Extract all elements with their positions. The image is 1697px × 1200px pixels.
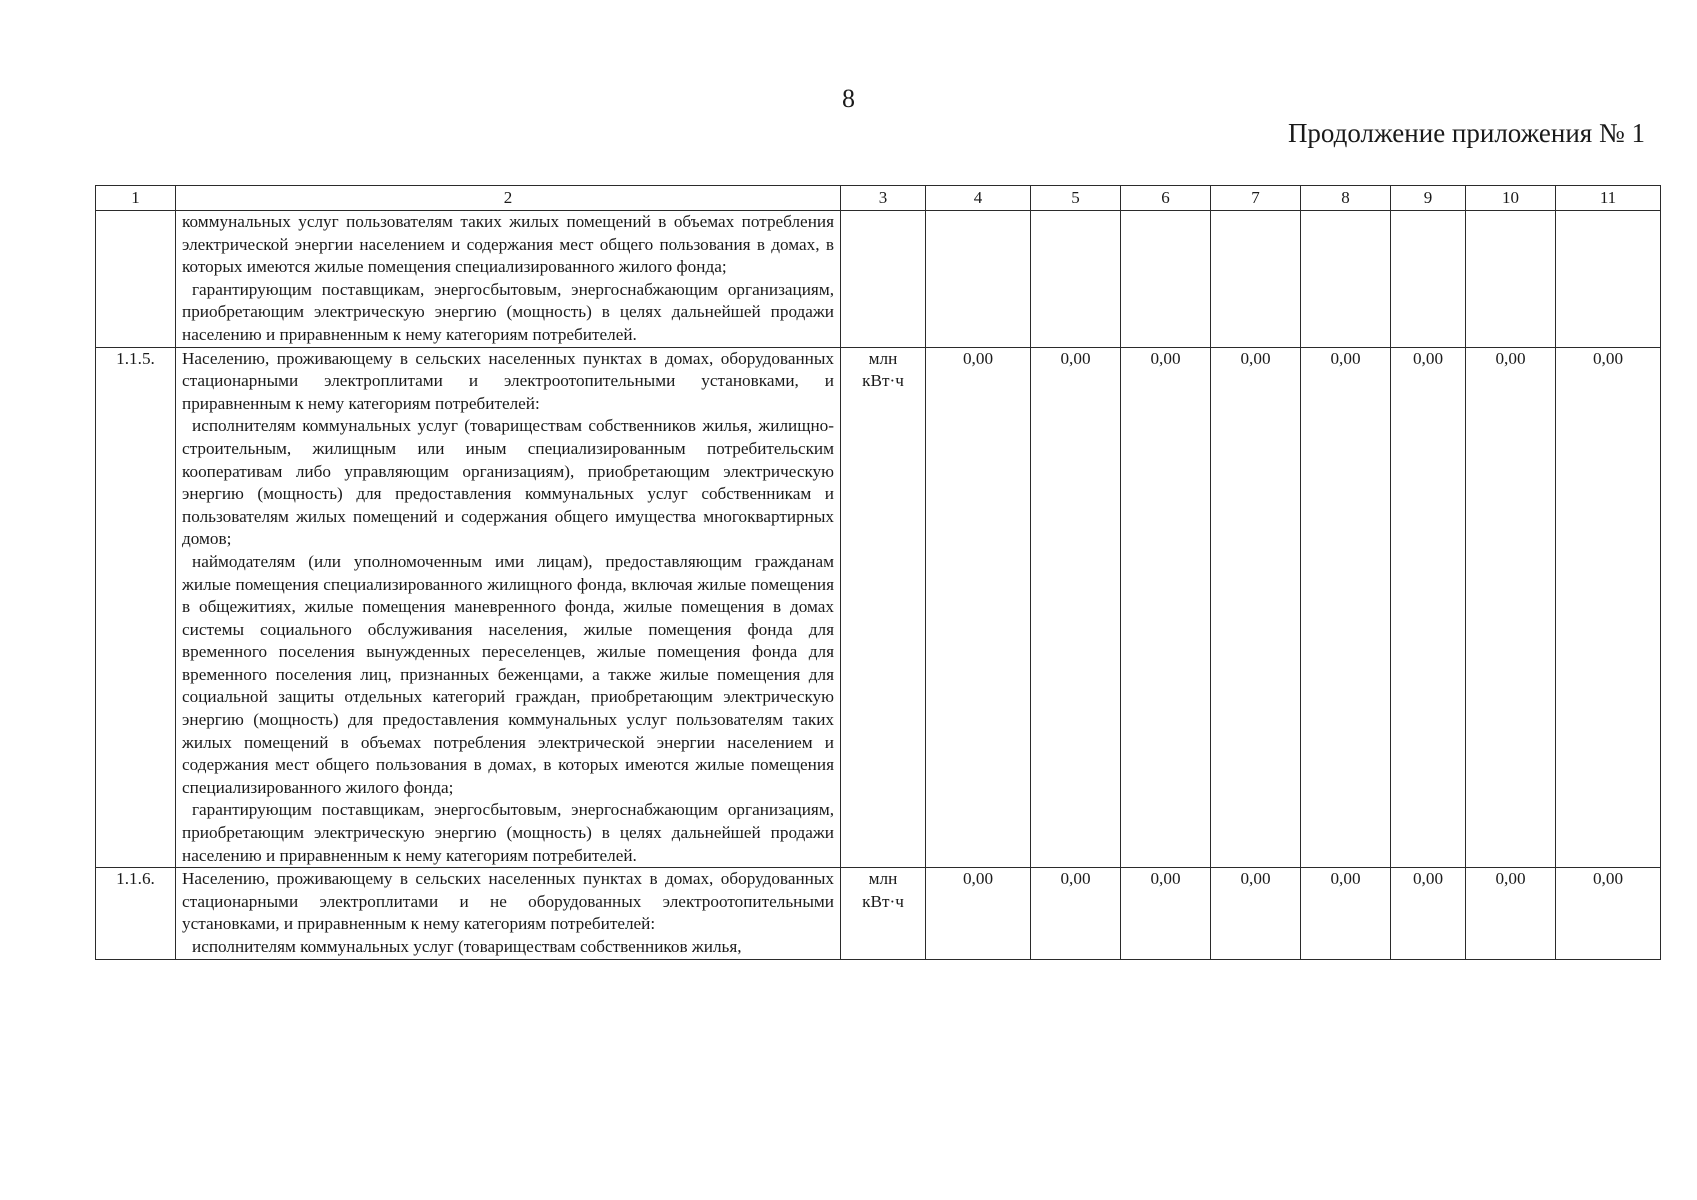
row-value: 0,00	[926, 868, 1031, 959]
description-paragraph: гарантирующим поставщикам, энергосбытовым, энергоснабжающим организациям, приобретающим электрическую энергию (мощность) в целях дальнейшей продажи населению и приравненным к нему категориям потребителей.	[182, 279, 834, 344]
row-unit: млн кВт·ч	[841, 347, 926, 868]
description-paragraph: коммунальных услуг пользователям таких жилых помещений в объемах потребления электрической энергии населением и содержания мест общего пользования в домах, в которых имеются жилые помещения специализированного жилого фонда;	[182, 212, 834, 277]
row-value: 0,00	[1301, 868, 1391, 959]
column-header: 10	[1466, 186, 1556, 211]
table-row	[96, 347, 1661, 868]
row-unit: млн кВт·ч	[841, 868, 926, 959]
row-code: 1.1.6.	[96, 868, 176, 959]
description-paragraph: наймодателям (или уполномоченным ими лицам), предоставляющим гражданам жилые помещения специализированного жилищного фонда, включая жилые помещения в общежитиях, жилые помещения маневренного фонда, жилые помещения в домах системы социального обслуживания населения, жилые помещения фонда для временного поселения вынужденных переселенцев, жилые помещения фонда для временного поселения лиц, признанных беженцами, а также жилые помещения для социальной защиты отдельных категорий граждан, приобретающим электрическую энергию (мощность) для предоставления коммунальных услуг пользователям таких жилых помещений в объемах потребления электрической энергии населением и содержания мест общего пользования в домах, в которых имеются жилые помещения специализированного жилого фонда;	[182, 551, 834, 797]
row-value: 0,00	[1556, 868, 1661, 959]
column-header: 1	[96, 186, 176, 211]
row-value: 0,00	[926, 347, 1031, 868]
row-value: 0,00	[1031, 868, 1121, 959]
row-unit	[841, 211, 926, 348]
row-value: 0,00	[1466, 347, 1556, 868]
row-code: 1.1.5.	[96, 347, 176, 868]
appendix-title: Продолжение приложения № 1	[1287, 118, 1645, 148]
column-header: 3	[841, 186, 926, 211]
row-description	[176, 868, 841, 959]
row-value: 0,00	[1391, 868, 1466, 959]
row-value	[926, 211, 1031, 348]
tariff-table	[95, 185, 1661, 960]
row-value: 0,00	[1211, 868, 1301, 959]
row-value: 0,00	[1031, 347, 1121, 868]
description-paragraph: исполнителям коммунальных услуг (товариществам собственников жилья,	[192, 937, 742, 956]
row-value	[1121, 211, 1211, 348]
column-header: 5	[1031, 186, 1121, 211]
row-value	[1031, 211, 1121, 348]
description-paragraph: гарантирующим поставщикам, энергосбытовым, энергоснабжающим организациям, приобретающим электрическую энергию (мощность) в целях дальнейшей продажи населению и приравненным к нему категориям потребителей.	[182, 800, 834, 865]
row-value	[1211, 211, 1301, 348]
row-value: 0,00	[1556, 347, 1661, 868]
row-value: 0,00	[1211, 347, 1301, 868]
row-value: 0,00	[1121, 868, 1211, 959]
header-row	[96, 186, 1661, 211]
description-paragraph: исполнителям коммунальных услуг (товариществам собственников жилья, жилищно-строительным, жилищным или иным специализированным потребительским кооперативам либо управляющим организациям), приобретающим электрическую энергию (мощность) для предоставления коммунальных услуг собственникам и пользователям жилых помещений и содержания общего имущества многоквартирных домов;	[182, 416, 834, 549]
row-value	[1301, 211, 1391, 348]
table-row	[96, 868, 1661, 959]
row-value: 0,00	[1466, 868, 1556, 959]
column-header: 9	[1391, 186, 1466, 211]
description-paragraph: Населению, проживающему в сельских населенных пунктах в домах, оборудованных стационарными электроплитами и не оборудованных электроотопительными установками, и приравненным к нему категориям потребителей:	[182, 869, 834, 934]
description-paragraph: Населению, проживающему в сельских населенных пунктах в домах, оборудованных стационарными электроплитами и электроотопительными установками, и приравненным к нему категориям потребителей:	[182, 348, 834, 413]
row-value: 0,00	[1301, 347, 1391, 868]
column-header: 4	[926, 186, 1031, 211]
row-value: 0,00	[1391, 347, 1466, 868]
row-value	[1391, 211, 1466, 348]
column-header: 2	[176, 186, 841, 211]
row-description	[176, 347, 841, 868]
row-description	[176, 211, 841, 348]
row-value	[1466, 211, 1556, 348]
column-header: 7	[1211, 186, 1301, 211]
row-value	[1556, 211, 1661, 348]
page-number: 8	[842, 84, 855, 113]
column-header: 11	[1556, 186, 1661, 211]
column-header: 6	[1121, 186, 1211, 211]
row-value: 0,00	[1121, 347, 1211, 868]
column-header: 8	[1301, 186, 1391, 211]
row-code	[96, 211, 176, 348]
table-row	[96, 211, 1661, 348]
